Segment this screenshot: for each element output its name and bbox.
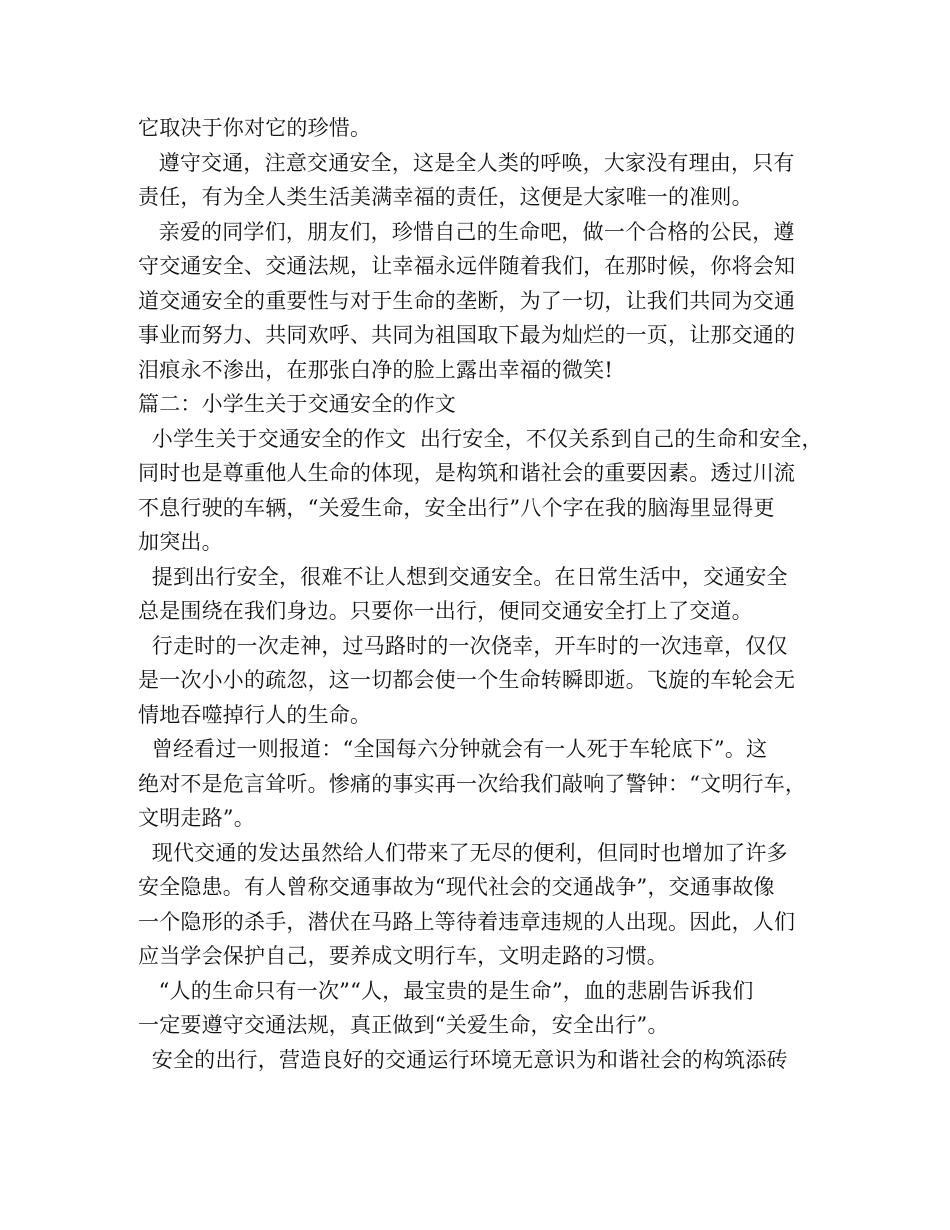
text-line: 情地吞噬掉行人的生命。	[138, 702, 372, 727]
text-line: 它取决于你对它的珍惜。	[138, 116, 372, 140]
text-line: 道交通安全的重要性与对于生命的垄断，为了一切，让我们共同为交通	[138, 288, 796, 313]
text-line: 遵守交通，注意交通安全，这是全人类的呼唤，大家没有理由，只有	[138, 150, 795, 175]
text-line: 应当学会保护自己，要养成文明行车，文明走路的习惯。	[138, 944, 668, 968]
text-line: 不息行驶的车辆，“关爱生命，安全出行”八个字在我的脑海里显得更	[138, 495, 775, 520]
text-line: 安全的出行，营造良好的交通运行环境无意识为和谐社会的构筑添砖	[138, 1047, 788, 1072]
text-line: 责任，有为全人类生活美满幸福的责任，这便是大家唯一的准则。	[138, 185, 753, 209]
text-line: 一定要遵守交通法规，真正做到“关爱生命，安全出行”。	[138, 1013, 669, 1037]
text-line: 是一次小小的疏忽，这一切都会使一个生命转瞬即逝。飞旋的车轮会无	[138, 668, 796, 692]
text-line: 现代交通的发达虽然给人们带来了无尽的便利，但同时也增加了许多	[138, 840, 788, 865]
text-line: 提到出行安全，很难不让人想到交通安全。在日常生活中，交通安全	[138, 564, 788, 589]
section-heading: 篇二：小学生关于交通安全的作文	[138, 392, 456, 416]
text-line: 事业而努力、共同欢呼、共同为祖国取下最为灿烂的一页，让那交通的	[138, 323, 796, 347]
text-line: 加突出。	[138, 530, 223, 554]
text-line: 曾经看过一则报道：“全国每六分钟就会有一人死于车轮底下”。这	[138, 737, 768, 761]
text-line: 小学生关于交通安全的作文 出行安全，不仅关系到自己的生命和安全，	[138, 426, 823, 451]
document-body	[138, 111, 828, 1077]
text-line: 安全隐患。有人曾称交通事故为“现代社会的交通战争”，交通事故像	[138, 875, 775, 899]
text-line: 同时也是尊重他人生命的体现，是构筑和谐社会的重要因素。透过川流	[138, 461, 796, 485]
text-line: 泪痕永不渗出，在那张白净的脸上露出幸福的微笑!	[138, 357, 614, 382]
text-line: 行走时的一次走神，过马路时的一次侥幸，开车时的一次违章，仅仅	[138, 633, 788, 658]
text-line: 守交通安全、交通法规，让幸福永远伴随着我们，在那时候，你将会知	[138, 254, 796, 278]
text-line: 亲爱的同学们，朋友们，珍惜自己的生命吧，做一个合格的公民，遵	[138, 219, 795, 244]
text-line: 一个隐形的杀手，潜伏在马路上等待着违章违规的人出现。因此，人们	[138, 909, 796, 934]
text-line: 绝对不是危言耸听。惨痛的事实再一次给我们敲响了警钟：“文明行车，	[138, 771, 807, 796]
text-line: 文明走路”。	[138, 806, 255, 830]
text-line: 总是围绕在我们身边。只要你一出行，便同交通安全打上了交道。	[138, 599, 753, 623]
text-line: “人的生命只有一次”“人，最宝贵的是生命”，血的悲剧告诉我们	[138, 978, 754, 1003]
